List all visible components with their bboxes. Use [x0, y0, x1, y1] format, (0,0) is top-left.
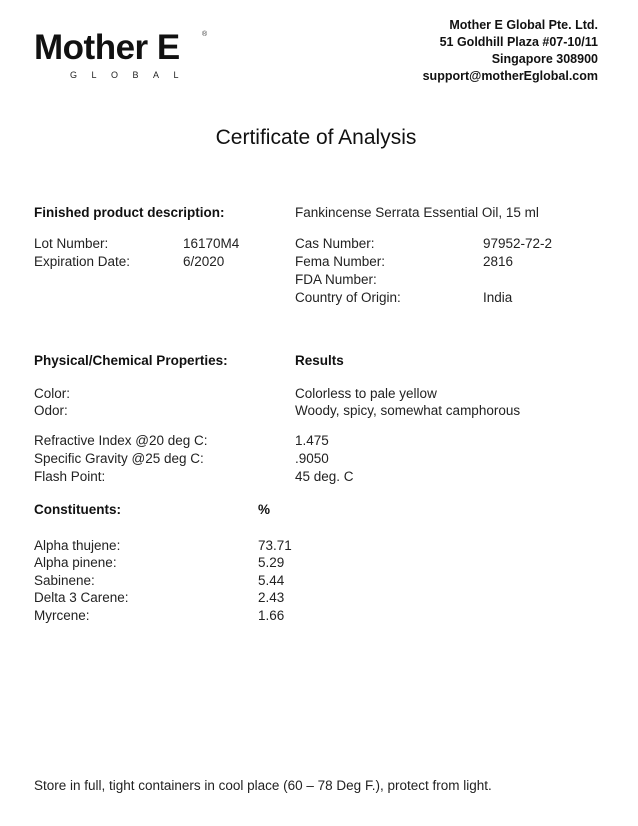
document-title: Certificate of Analysis — [215, 126, 417, 149]
fema-number-label: Fema Number: — [295, 254, 386, 269]
flash-point-label: Flash Point: — [34, 469, 106, 484]
country-of-origin-value: India — [483, 290, 513, 305]
company-address — [423, 17, 598, 85]
constituent-name: Myrcene: — [34, 608, 90, 623]
constituent-name: Delta 3 Carene: — [34, 590, 129, 605]
support-email[interactable]: support@motherEglobal.com — [422, 69, 598, 83]
registered-mark: ® — [202, 31, 208, 38]
logo-subtitle: GLOBAL — [70, 70, 194, 80]
constituent-name: Alpha thujene: — [34, 538, 121, 553]
specific-gravity-value: .9050 — [295, 451, 329, 466]
constituent-percent: 73.71 — [258, 538, 292, 553]
expiration-date-value: 6/2020 — [183, 254, 225, 269]
constituent-percent: 5.29 — [258, 555, 285, 570]
specific-gravity-label: Specific Gravity @25 deg C: — [34, 451, 204, 466]
fema-number-value: 2816 — [483, 254, 514, 269]
company-logo: Mother E — [34, 28, 180, 67]
refractive-index-value: 1.475 — [295, 433, 329, 448]
lot-number-label: Lot Number: — [34, 236, 109, 251]
constituent-percent: 2.43 — [258, 590, 285, 605]
address-line-2: Singapore 308900 — [491, 52, 598, 66]
lot-number-value: 16170M4 — [183, 236, 240, 251]
color-value: Colorless to pale yellow — [295, 386, 437, 401]
refractive-index-label: Refractive Index @20 deg C: — [34, 433, 208, 448]
storage-note: Store in full, tight containers in cool place (60 – 78 Deg F.), protect from light. — [34, 778, 492, 793]
percent-heading: % — [258, 502, 271, 517]
odor-value: Woody, spicy, somewhat camphorous — [295, 403, 521, 418]
constituent-name: Alpha pinene: — [34, 555, 117, 570]
expiration-date-label: Expiration Date: — [34, 254, 131, 269]
constituent-percent: 1.66 — [258, 608, 285, 623]
cas-number-value: 97952-72-2 — [483, 236, 553, 251]
address-line-1: 51 Goldhill Plaza #07-10/11 — [439, 35, 598, 49]
product-description-label: Finished product description: — [34, 205, 225, 220]
properties-heading: Physical/Chemical Properties: — [34, 353, 228, 368]
cas-number-label: Cas Number: — [295, 236, 375, 251]
product-description-value: Fankincense Serrata Essential Oil, 15 ml — [295, 205, 539, 220]
company-name: Mother E Global Pte. Ltd. — [449, 18, 598, 32]
fda-number-label: FDA Number: — [295, 272, 377, 287]
odor-label: Odor: — [34, 403, 68, 418]
constituents-heading: Constituents: — [34, 502, 121, 517]
color-label: Color: — [34, 386, 71, 401]
country-of-origin-label: Country of Origin: — [295, 290, 401, 305]
flash-point-value: 45 deg. C — [295, 469, 354, 484]
constituent-percent: 5.44 — [258, 573, 285, 588]
constituent-name: Sabinene: — [34, 573, 95, 588]
results-heading: Results — [295, 353, 344, 368]
